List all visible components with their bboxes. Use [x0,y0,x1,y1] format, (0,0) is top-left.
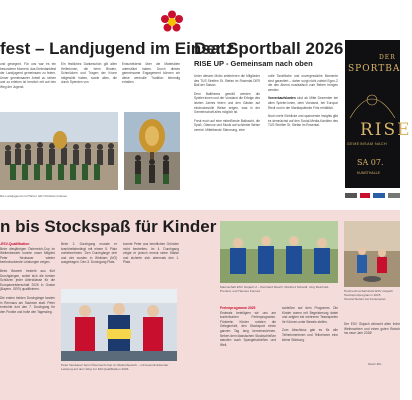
stockspass-col2: Beim 2. Durchgang musste er krankheitsbedingt mit einem 5. Platz vorliebnehmen. Den Durchgänge drei und vier wurden in Winklarn (NÖ) ausgetragen. Den 3. Durchgang Platz. [61,242,117,265]
ferien-para2: schießen auf dem Programm. Die Kinder waren mit Begeisterung dabei und zeigten bei mehreren Teamspielen ihr Können unter Beweis stellen. [282,306,338,324]
landjugend-title: fest – Landjugend im Einsatz [0,39,235,58]
poster-title: SPORTBA [348,64,401,74]
sportball-para4: volle Tanzfläche und unvergessliche Momente sind garantiert – daher sorgt nicht zuletzt Egon-Z die den Abend musikalisch zum Beben bringen werden. [268,74,338,92]
sponsor-strip [345,190,400,200]
stockspass-col3: konnte Peter aus beruflichen Gründen nicht bestreiten. Im 4. Durchgang zeigte er jedoch erneut seine Stärke und sicherte sich abermals den 1. Platz. [123,242,179,265]
sportball-para1: Unter diesem Motto zelebrieren die Mitglieder des TUS Streifen St. Stefan im Rosental DER Ball der Saison. [194,74,260,88]
vorverkauf-heading: Vorverkaufskarten [268,96,296,101]
esv-qualifikation-heading: -ESV-Qualifikation [0,242,30,246]
sportball-col2 [268,74,338,128]
ferien-col1 [220,306,276,347]
flower-icon [160,10,184,34]
sportball-para3: Freut euch auf eine mitreißende Ballnacht, die Spaß, Glamour und Musik auf schönste Weise vereint. Mittelbende Stimmung, eine [194,118,260,132]
poster-top: DER [379,54,396,61]
team-caption: Mannschaft ESV Glojach 2 – Reinhard Rauch, Manfred Schardl, Jörg Reinhold-Prentice und Hannes Konrad. [220,285,330,294]
stockspass-title: n bis Stockspaß für Kinder [0,217,217,236]
kids-stock-photo [344,221,400,287]
sportball-para5 [268,96,338,110]
poster-tagline: GEMEINSAM NACH [347,142,388,146]
sportball-poster [345,40,412,188]
poster-venue: KUNSTHALLE [357,171,380,175]
stockspass-para3: Die ersten beiden Durchgänge fanden in Rennaus am Sachsen statt. Peter erreichte dort den 7. Durchgang für den Punkte und holte den Tagessieg. [0,295,55,314]
sportball-para2: Dem Ballthema gemäß werden die Spieler:innen und der Vorstand die Erfolge des letzten Jahres feiern und den Gästen auf eindrucksvolle Weise zeigen, was in der Gemeinschaft alles möglich ist. [194,91,260,115]
photo-credit: Stock Mit... [368,362,384,366]
ferien-para1: Erstmals beteiligten wir uns am kunterbunten Ferienprogramm. Fünfzehn Kinder nutzten die Gelegenheit, den Stocksport einen ganzen Tag lang kennenzulernen. Neben dem klassischen Stockschießen standen auch Spangelschießen und Weil- [220,310,276,347]
ferien-col2 [282,306,338,342]
sportball-para6: Noch mehr Einblicke und spannende Insights gibt es demnächst auf den Social-Media-Kanälen des TUS Streifen St. Stefan im Rosental. [268,114,338,128]
sportball-col1 [194,74,260,133]
stockspass-para1: Beim diesjährigen Österreich-Cup im Weitenbewerb konnte unser Mitglied Peter Neubauer wieder beeindruckende Leistungen zeigen. [0,246,55,265]
stockspass-section [0,210,400,400]
vorverkauf-text: sind ab Mitte Dezember bei allen Spieler:innen, dem Vorstand, bei Europar Riedl und in der Marktapotheke Fritz erhältlich. [268,96,338,110]
poster-date: SA 07. [357,158,384,167]
sportball-title: Der Sportball 2026 [194,39,344,58]
peter-neubauer-photo [61,289,177,361]
stockspass-col1 [0,242,55,314]
ferienprogramm-heading: Ferienprogramm 2025 [220,306,256,310]
team-photo [220,221,338,283]
erntekrone-photo [124,112,180,190]
landjugend-col1: und gesegnet. Für uns war es ein besonderer Moment, das Erntedankfest der Landjugend gemeinsam zu feiern. Unser gemeinsamer Arbeit zu sehen und zu erleben ist herzlich mit auf den Weg der Jugend. [0,62,56,89]
kids-stock-caption: Hochrechnerbahnhofs ESV Glojach Stocksportprogramm 2025 Stockschießen bei Ferienspiel. [344,289,393,302]
weihnachtsgruss: Der ESV Glojach wünscht allen frohe Weihnachten und einen guten Rutsch ins neue Jahr 2026! [344,322,400,336]
peter-neubauer-caption: Peter Neubauer beim Österreich-Cup im Weitenbewerb – mit beeindruckender Leistung auf dem Weg zur EM-Qualifikation 2026. [61,363,169,372]
stockspass-para2: Beim Bewerb besteht aus fünf Durchgängen, wobei sich die besten Schützen jeder Altersklasse für die Europameisterschaft 2026 in Goslar (Bayern, GER) qualifizieren. [0,268,55,292]
landjugend-caption: Die Landjugend mit Pfarrer GR Christian Grelsen [0,194,68,198]
poster-ornament [345,80,400,120]
landjugend-group-photo [0,112,118,190]
poster-rise: RISE [360,120,412,140]
sportball-subtitle: RISE UP - Gemeinsam nach oben [194,59,313,68]
ferien-para3: Zum Abschluss gab es für alle Teilnehmerinnen und Teilnehmer eine kleine Stärkung. [282,328,338,342]
landjugend-col3: Entscheidend über die Materialien unterstützt haben. Durch dieses gemeinsame Engagement können wir diese wertvolle Tradition lebendig erhalten. [122,62,180,85]
landjugend-col2: Ein festliches Dankeschön gilt allen Helferinnen, die beim Binden, Schmücken und Tragen der Krone mitgewirkt haben, sowie allen, die durch Spenden von [61,62,117,85]
